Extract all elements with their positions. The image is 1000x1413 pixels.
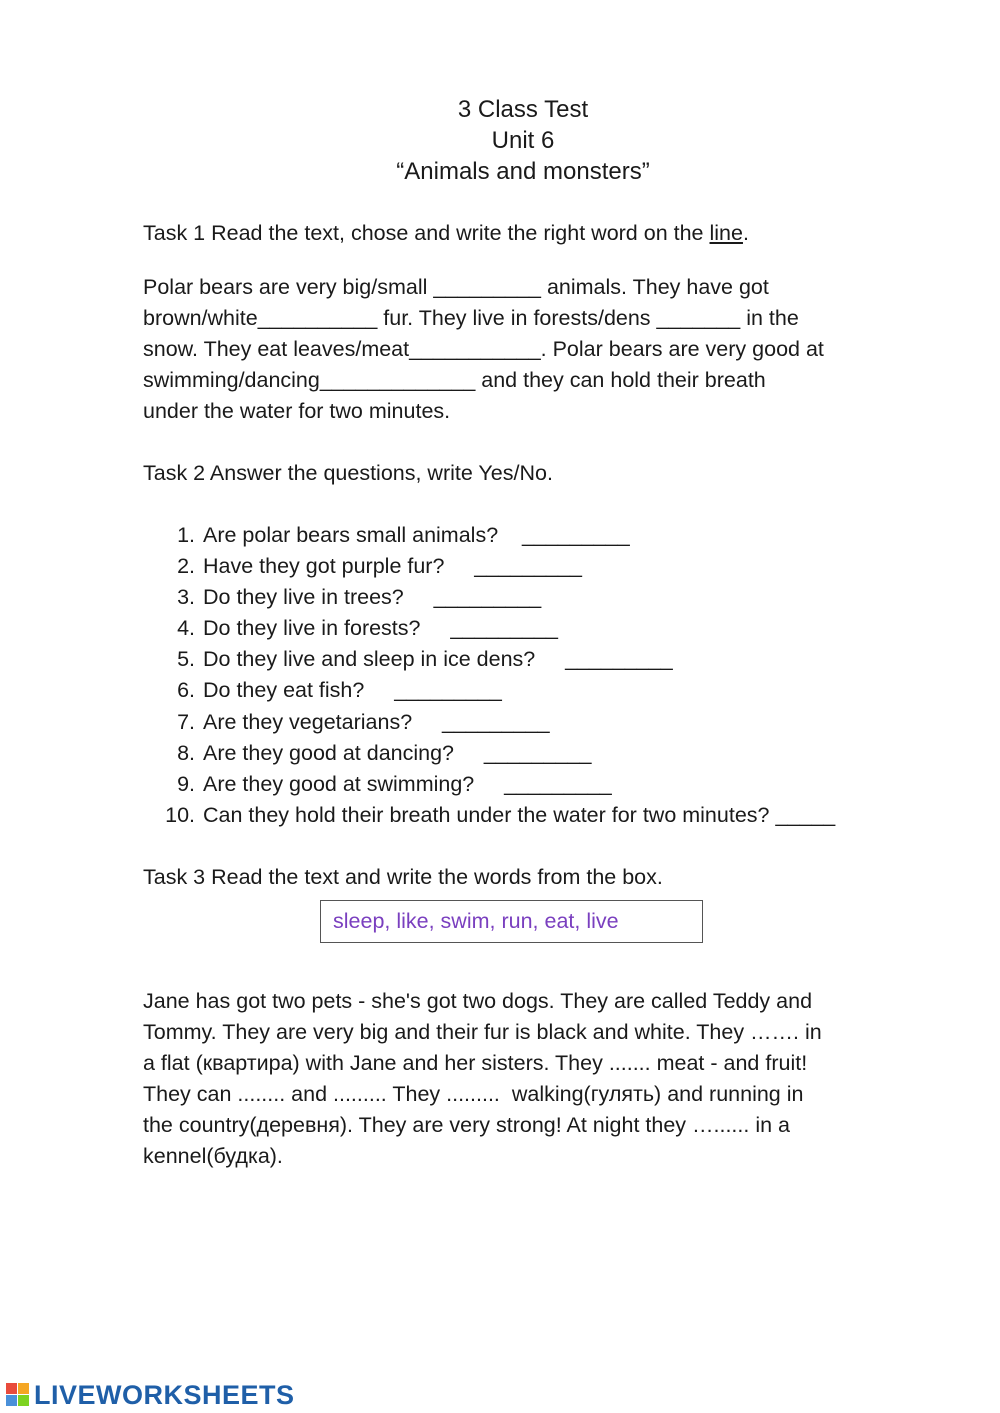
question-text: Do they live in trees? _________ xyxy=(203,585,542,610)
question-number: 9. xyxy=(177,771,195,796)
question-text: Do they live in forests? _________ xyxy=(203,616,558,641)
logo-text: LIVEWORKSHEETS xyxy=(34,1379,295,1410)
title-line-3: “Animals and monsters” xyxy=(396,158,650,185)
task2-question-list xyxy=(143,520,943,831)
logo-grid-icon xyxy=(6,1382,32,1408)
question-number: 8. xyxy=(177,740,195,765)
question-text: Are they good at swimming? _________ xyxy=(203,771,612,796)
question-item xyxy=(143,738,943,769)
task3-text: Jane has got two pets - she's got two dogs. They are called Teddy and Tommy. They are very big and their fur is black and white. They ……. in a flat (квартира) with Jane and her sisters. They ....... meat - and fruit! They can ........ and ......... They ......... walking(гулять) and running in the country(деревня). They are very strong! At night they …...... in a kennel(будка). xyxy=(143,989,822,1168)
question-item xyxy=(143,551,943,582)
page-title xyxy=(0,94,1000,187)
word-box: sleep, like, swim, run, eat, live xyxy=(320,900,703,943)
liveworksheets-logo xyxy=(6,1380,295,1410)
task1-instruction xyxy=(143,218,903,249)
question-item xyxy=(143,800,943,831)
task1-text: Polar bears are very big/small _________ animals. They have got brown/white__________ fur. They live in forests/dens _______ in the snow. They eat leaves/meat___________. Polar bears are very good at swimming/dancing_____________ and they can hold their breath under the water for two minutes. xyxy=(143,275,824,423)
question-text: Do they eat fish? _________ xyxy=(203,678,502,703)
question-item xyxy=(143,582,943,613)
task1-instruction-text: Task 1 Read the text, chose and write the right word on the xyxy=(143,221,710,245)
question-number: 1. xyxy=(177,523,195,547)
question-number: 5. xyxy=(177,647,195,672)
question-number: 2. xyxy=(177,554,195,579)
question-text: Have they got purple fur? _________ xyxy=(203,554,582,579)
question-number: 6. xyxy=(177,678,195,703)
question-number: 7. xyxy=(177,709,195,734)
question-text: Can they hold their breath under the water for two minutes? _____ xyxy=(203,802,836,827)
question-item xyxy=(143,675,943,706)
task2-instruction: Task 2 Answer the questions, write Yes/No. xyxy=(143,461,553,485)
question-number: 4. xyxy=(177,616,195,641)
title-line-2: Unit 6 xyxy=(491,127,555,154)
task1-instruction-underlined: line xyxy=(709,221,743,245)
question-item xyxy=(143,707,943,738)
question-number: 3. xyxy=(177,585,195,610)
question-item xyxy=(143,613,943,644)
question-text: Are they vegetarians? _________ xyxy=(203,709,550,734)
question-number: 10. xyxy=(165,802,195,827)
question-item xyxy=(143,769,943,800)
question-text: Are they good at dancing? _________ xyxy=(203,740,592,765)
question-item xyxy=(143,644,943,675)
question-text: Are polar bears small animals? _________ xyxy=(203,523,630,547)
question-item xyxy=(143,520,943,551)
title-line-1: 3 Class Test xyxy=(457,96,589,123)
task1-instruction-suffix: . xyxy=(742,221,749,245)
task3-instruction: Task 3 Read the text and write the words from the box. xyxy=(143,865,663,889)
question-text: Do they live and sleep in ice dens? _________ xyxy=(203,647,673,672)
